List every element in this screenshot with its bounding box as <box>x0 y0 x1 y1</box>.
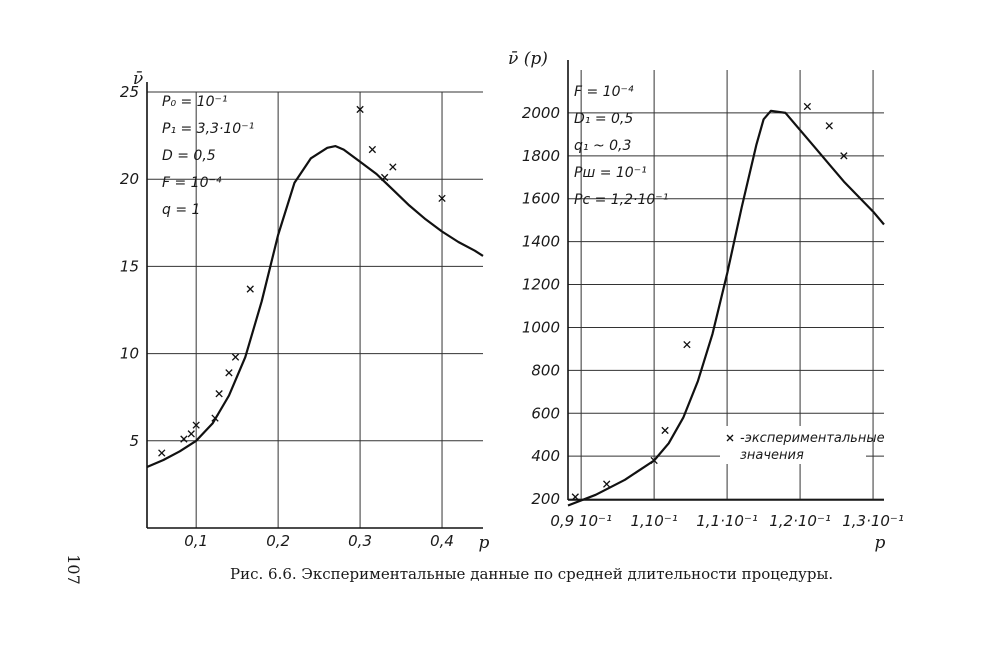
y-axis-label: ν̄ <box>132 69 144 89</box>
data-point-x <box>226 370 232 376</box>
legend-label: -экспериментальные <box>740 431 885 446</box>
data-point-x <box>232 354 238 360</box>
data-point-x <box>188 431 194 437</box>
x-tick-label: 0,1 <box>184 532 209 550</box>
y-tick-label: 1600 <box>521 189 560 208</box>
y-tick-label: 400 <box>531 447 560 466</box>
y-tick-label: 1800 <box>521 146 560 165</box>
y-tick-label: 1200 <box>521 275 560 294</box>
parameter-label: F = 10⁻⁴ <box>162 175 222 191</box>
data-point-x <box>247 286 253 292</box>
y-tick-label: 25 <box>119 83 139 101</box>
y-tick-label: 600 <box>531 404 560 423</box>
x-tick-label: 1,1·10⁻¹ <box>696 512 758 530</box>
parameter-label: Pс = 1,2·10⁻¹ <box>574 192 669 208</box>
y-tick-label: 15 <box>119 257 139 276</box>
chart-1 <box>120 69 490 553</box>
data-point-x <box>826 123 832 129</box>
parameter-label: D₁ = 0,5 <box>574 111 634 127</box>
x-tick-label: 0,3 <box>348 532 373 550</box>
x-tick-label: 0,2 <box>266 532 291 550</box>
parameter-label: F = 10⁻⁴ <box>574 84 634 100</box>
y-tick-label: 20 <box>119 170 139 189</box>
figure-caption: Рис. 6.6. Экспериментальные данные по средней длительности процедуры. <box>230 565 834 583</box>
x-tick-label: 1,3·10⁻¹ <box>842 512 904 530</box>
parameter-label: P₁ = 3,3·10⁻¹ <box>162 121 255 137</box>
parameter-label: P₀ = 10⁻¹ <box>162 94 228 110</box>
page-number: 107 <box>63 554 83 585</box>
y-tick-label: 2000 <box>521 103 560 122</box>
y-axis-label: ν̄ (p) <box>508 49 548 69</box>
data-point-x <box>390 164 396 170</box>
y-tick-label: 10 <box>119 344 139 363</box>
y-tick-label: 5 <box>129 431 139 450</box>
parameter-label: q₁ ~ 0,3 <box>574 138 632 154</box>
y-tick-label: 800 <box>531 361 560 380</box>
x-tick-label: 0,4 <box>430 532 454 550</box>
data-point-x <box>603 481 609 487</box>
x-tick-label: 1,10⁻¹ <box>630 512 678 530</box>
legend-label: значения <box>740 448 804 463</box>
x-tick-label: 1,2·10⁻¹ <box>769 512 831 530</box>
data-point-x <box>684 341 690 347</box>
y-tick-label: 1400 <box>521 232 560 251</box>
parameter-label: Pш = 10⁻¹ <box>574 165 647 181</box>
data-point-x <box>662 427 668 433</box>
data-point-x <box>369 146 375 152</box>
parameter-label: q = 1 <box>162 202 201 218</box>
x-axis-label: p <box>874 533 886 553</box>
x-axis-label: p <box>478 533 490 553</box>
y-tick-label: 200 <box>531 490 560 509</box>
data-point-x <box>804 103 810 109</box>
data-point-x <box>159 450 165 456</box>
parameter-label: D = 0,5 <box>162 148 216 164</box>
data-point-x <box>216 391 222 397</box>
y-tick-label: 1000 <box>521 318 560 337</box>
theory-curve <box>147 146 483 467</box>
x-tick-label: 0,9 10⁻¹ <box>550 512 612 530</box>
chart-2 <box>508 49 904 553</box>
legend <box>720 426 885 464</box>
